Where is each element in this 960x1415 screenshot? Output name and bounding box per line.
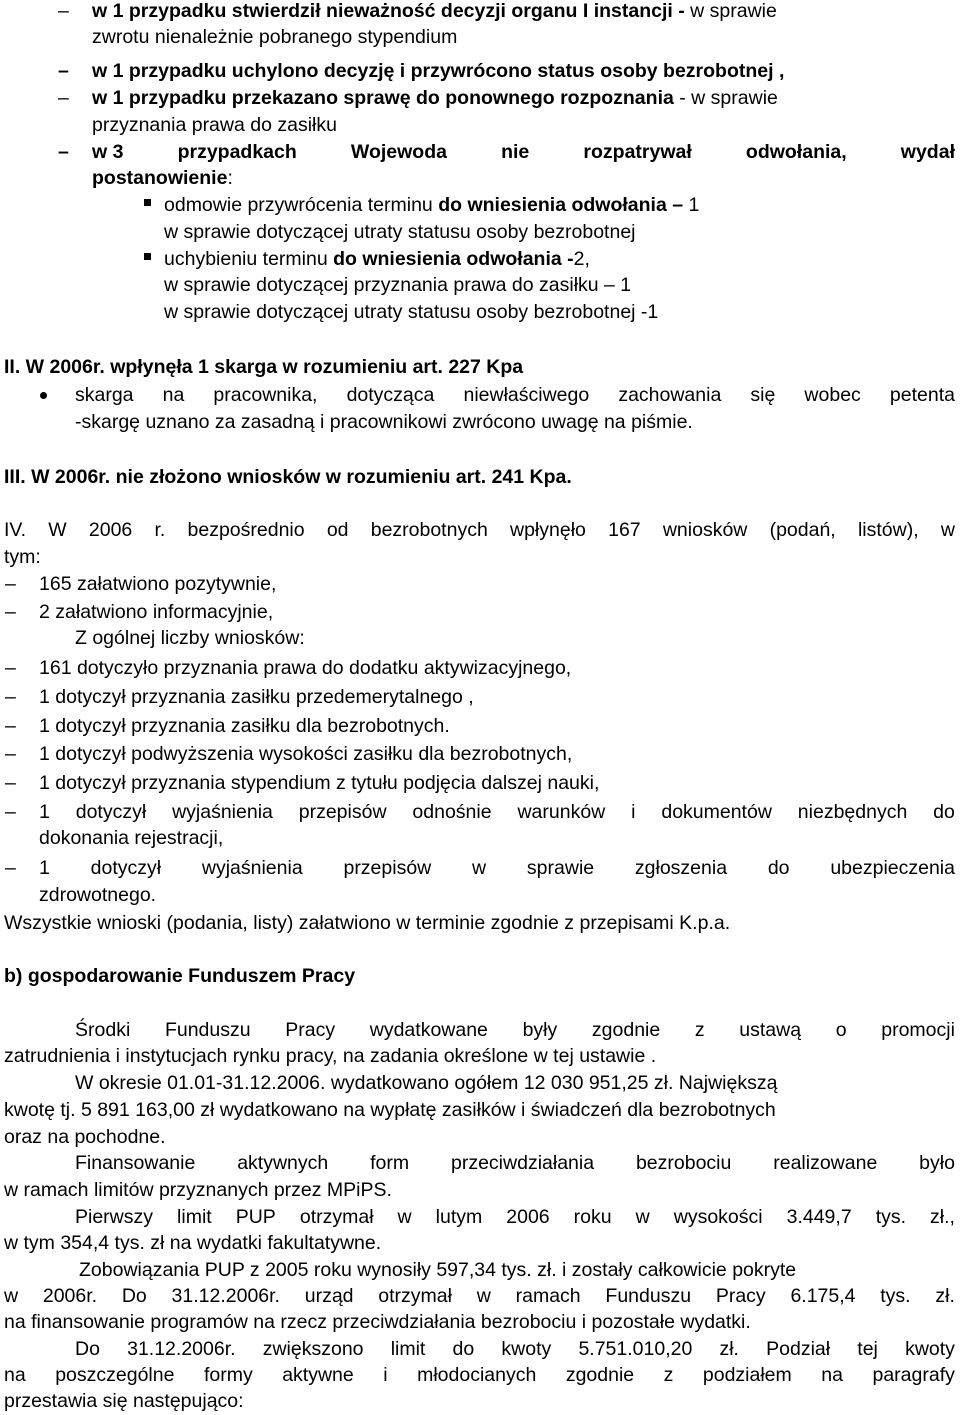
sub-list-item: uchybieniu terminu do wniesienia odwołania -2, — [164, 248, 590, 270]
paragraph-line: oraz na pochodne. — [4, 1126, 166, 1148]
paragraph-line: w ramach limitów przyznanych przez MPiPS. — [4, 1179, 392, 1201]
paragraph-line: Zobowiązania PUP z 2005 roku wynosiły 597,34 tys. zł. i zostały całkowicie pokryte — [79, 1259, 797, 1281]
list-item: skarga na pracownika, dotycząca niewłaściwego zachowania się wobec petenta — [75, 384, 955, 406]
list-item-continuation: -skargę uznano za zasadną i pracownikowi zwrócono uwagę na piśmie. — [75, 411, 693, 433]
subheading: Z ogólnej liczby wniosków: — [75, 627, 305, 649]
square-bullet-icon — [144, 253, 151, 260]
paragraph-line: na poszczególne formy aktywne i młodocianych zgodnie z podziałem na paragrafy — [4, 1364, 955, 1386]
paragraph-line: W okresie 01.01-31.12.2006. wydatkowano ogółem 12 030 951,25 zł. Największą — [75, 1072, 778, 1094]
list-item: – 1 dotyczył przyznania zasiłku dla bezrobotnych. — [39, 714, 450, 738]
list-item: – 1 dotyczył przyznania stypendium z tytułu podjęcia dalszej nauki, — [39, 771, 599, 795]
list-item: – 1 dotyczył przyznania zasiłku przedemerytalnego , — [39, 685, 474, 709]
list-item-continuation: przyznania prawa do zasiłku — [92, 114, 337, 136]
sub-list-item-continuation: w sprawie dotyczącej utraty statusu osoby bezrobotnej — [164, 221, 636, 243]
list-item: – 161 dotyczyło przyznania prawa do dodatku aktywizacyjnego, — [39, 656, 571, 680]
section-intro: IV. W 2006 r. bezpośrednio od bezrobotnych wpłynęło 167 wniosków (podań, listów), w — [4, 519, 955, 541]
paragraph-line: w 2006r. Do 31.12.2006r. urząd otrzymał w ramach Funduszu Pracy 6.175,4 tys. zł. — [4, 1285, 955, 1307]
paragraph-line: zatrudnienia i instytucjach rynku pracy, na zadania określone w tej ustawie . — [4, 1045, 657, 1067]
section-heading: b) gospodarowanie Funduszem Pracy — [4, 965, 356, 987]
sub-list-item-continuation: w sprawie dotyczącej przyznania prawa do zasiłku – 1 — [164, 274, 632, 296]
sub-list-item-continuation: w sprawie dotyczącej utraty statusu osoby bezrobotnej -1 — [164, 301, 659, 323]
summary-text: Wszystkie wnioski (podania, listy) załatwiono w terminie zgodnie z przepisami K.p.a. — [4, 912, 731, 934]
round-bullet-icon — [40, 392, 47, 399]
list-item: – 165 załatwiono pozytywnie, — [39, 572, 276, 596]
section-heading: II. W 2006r. wpłynęła 1 skarga w rozumieniu art. 227 Kpa — [4, 356, 524, 378]
paragraph-line: kwotę tj. 5 891 163,00 zł wydatkowano na wypłatę zasiłków i świadczeń dla bezrobotnych — [4, 1099, 776, 1121]
list-item: – 2 załatwiono informacyjnie, — [39, 600, 273, 624]
list-item-continuation: postanowienie: — [92, 167, 233, 189]
list-item: – 1 dotyczył wyjaśnienia przepisów w sprawie zgłoszenia do ubezpieczenia — [39, 856, 955, 880]
list-item: – w 3 przypadkach Wojewoda nie rozpatrywał odwołania, wydał — [92, 140, 955, 164]
list-item: – w 1 przypadku uchylono decyzję i przywrócono status osoby bezrobotnej , — [92, 59, 784, 83]
paragraph-line: Środki Funduszu Pracy wydatkowane były zgodnie z ustawą o promocji — [75, 1019, 955, 1041]
section-intro-continuation: tym: — [4, 546, 41, 568]
list-item: – w 1 przypadku przekazano sprawę do ponownego rozpoznania - w sprawie — [92, 86, 778, 110]
list-item: – 1 dotyczył podwyższenia wysokości zasiłku dla bezrobotnych, — [39, 742, 572, 766]
paragraph-line: Do 31.12.2006r. zwiększono limit do kwoty 5.751.010,20 zł. Podział tej kwoty — [75, 1338, 955, 1360]
paragraph-line: w tym 354,4 tys. zł na wydatki fakultatywne. — [4, 1232, 382, 1254]
square-bullet-icon — [144, 199, 151, 206]
list-item-continuation: dokonania rejestracji, — [39, 827, 224, 849]
paragraph-line: na finansowanie programów na rzecz przeciwdziałania bezrobociu i pozostałe wydatki. — [4, 1311, 751, 1333]
list-item-continuation: zwrotu nienależnie pobranego stypendium — [92, 26, 458, 48]
sub-list-item: odmowie przywrócenia terminu do wniesienia odwołania – 1 — [164, 194, 700, 216]
list-item-continuation: zdrowotnego. — [39, 884, 157, 906]
list-item: – w 1 przypadku stwierdził nieważność decyzji organu I instancji - w sprawie — [92, 0, 777, 23]
section-heading: III. W 2006r. nie złożono wniosków w rozumieniu art. 241 Kpa. — [4, 466, 572, 488]
paragraph-line: przestawia się następująco: — [4, 1390, 244, 1412]
paragraph-line: Pierwszy limit PUP otrzymał w lutym 2006 roku w wysokości 3.449,7 tys. zł., — [75, 1206, 955, 1228]
paragraph-line: Finansowanie aktywnych form przeciwdziałania bezrobociu realizowane było — [75, 1152, 955, 1174]
list-item: – 1 dotyczył wyjaśnienia przepisów odnośnie warunków i dokumentów niezbędnych do — [39, 800, 955, 824]
